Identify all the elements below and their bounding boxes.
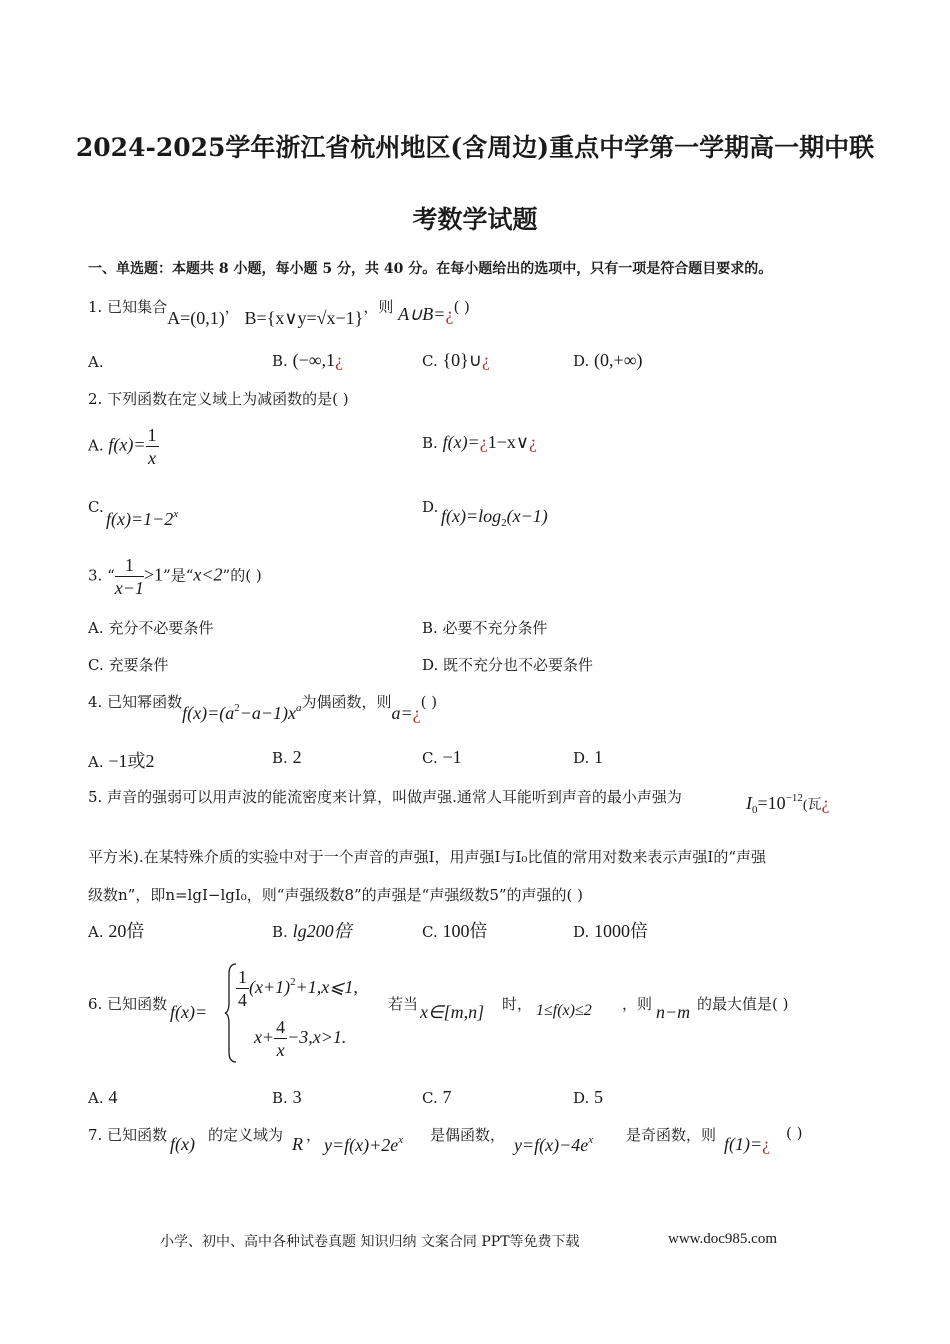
q6-option-a [88,1087,117,1108]
q2-option-b-mid: 1−x∨ [487,432,530,452]
q7-odd-expr [514,1134,593,1156]
q6-option-c [422,1087,452,1108]
question-1 [88,296,470,328]
q1-set-b: B={x∨y=√x−1} [244,308,364,328]
q5-i: I [746,793,752,813]
q2-option-b-inv2: ¿ [529,432,538,452]
page-title-line2: 考数学试题 [412,205,538,234]
q1-then: ，则 [363,298,394,316]
q2-option-b-inv1: ¿ [479,432,488,452]
question-5-line2: 平方米).在某特殊介质的实验中对于一个声音的声强I，用声强I与I₀比值的常用对数来表示声强I的“声强 [88,848,767,866]
q5-i-sub: 0 [752,804,758,816]
q2-option-a-lhs: f(x)= [108,434,146,455]
q3-post: ”的( ) [222,566,262,585]
q3-pre: 3. “ [88,566,115,585]
q6-range: 1≤f(x)≤2 [536,1002,592,1019]
q5-option-b-label: B. [272,923,288,941]
q2-option-b-lhs: f(x)= [442,432,480,452]
q7-e1-sup: x [398,1134,404,1146]
q5-option-d-value: 1000倍 [594,921,649,941]
q6-nm: n−m [656,1002,691,1022]
q1-option-a: A. [88,353,104,371]
question-4 [88,690,438,723]
footer-text: 小学、初中、高中各种试卷真题 知识归纳 文案合同 PPT等免费下载 [160,1234,580,1250]
q7-f1-expr: f(1)= [724,1134,763,1154]
q2-option-a-fraction [146,424,159,469]
q6-case1-fraction [236,966,249,1011]
q5-option-c-label: C. [422,923,438,941]
q1-option-b [272,350,343,371]
q1-option-d-value: (0,+∞) [594,350,643,370]
q4-option-a-value: −1或2 [108,751,155,771]
q4-sup2: a [296,702,302,714]
q1-paren: ( ) [453,298,470,316]
q6-case1 [236,966,358,1011]
q4-stem: 4. 已知幂函数 [88,693,183,711]
q7-stem: 7. 已知函数 [88,1126,168,1144]
q6-ifwhen: 若当 [388,995,419,1013]
q1-inv: ¿ [445,304,454,324]
q5-option-c [422,917,488,943]
q1-option-b-label: B. [272,352,288,370]
q6-shi: 时， [502,995,533,1013]
q3-option-a: A. 充分不必要条件 [88,619,214,637]
q5-option-c-value: 100倍 [442,921,488,941]
q7-even: 是偶函数， [430,1126,506,1144]
q7-fx: f(x) [170,1134,195,1154]
q6-case1-sup: 2 [290,976,296,988]
q3-gt: >1 [143,564,164,585]
q1-option-d [573,350,643,371]
q2-option-d-sub: 2 [501,517,507,529]
q4-paren: ( ) [420,693,438,711]
fraction-denominator: x−1 [114,578,144,598]
q1-stem: 1. 已知集合 [88,298,168,316]
q6-option-a-value: 4 [108,1087,118,1107]
q4-option-c [422,747,462,768]
q6-option-c-value: 7 [442,1087,452,1107]
q5-option-a [88,917,144,943]
q2-option-d [441,506,548,529]
q7-paren: ( ) [786,1124,803,1142]
q1-comma: ， [224,298,240,316]
q1-set-a: A=(0,1) [167,308,225,328]
q3-option-c: C. 充要条件 [88,656,169,674]
fraction-numerator: 4 [276,1017,286,1037]
q4-option-c-value: −1 [442,747,462,767]
fraction-numerator: 1 [147,425,157,445]
q2-option-c-sup: x [173,508,179,520]
q2-option-c [106,508,178,530]
q4-option-d-value: 1 [594,747,604,767]
q2-option-d-label: D. [422,498,439,516]
q6-func: f(x)= [170,1002,208,1022]
q4-option-b [272,747,302,768]
q7-f1 [724,1134,770,1155]
q1-expr: A∪B= [398,304,446,324]
q3-cond: x<2 [193,564,223,585]
q6-case1-expr: (x+1) [249,977,291,997]
q1-option-c [422,350,490,371]
q6-interval: x∈[m,n] [420,1002,485,1022]
q5-option-a-label: A. [88,923,104,941]
q6-tail: 的最大值是( ) [697,995,789,1013]
fraction-denominator: x [276,1040,285,1060]
q6-option-c-label: C. [422,1089,438,1107]
q2-option-d-tail: (x−1) [506,506,548,526]
q7-e1: y=f(x)+2e [324,1135,399,1155]
q4-option-a [88,747,155,773]
q7-dom: 的定义域为 [208,1126,284,1144]
q3-option-b: B. 必要不充分条件 [422,619,548,637]
q4-func-tail: −a−1)x [239,703,296,723]
q7-even-expr [324,1134,403,1156]
q4-inv: ¿ [412,703,421,723]
q4-func: f(x)=(a [182,703,235,723]
q4-sup1: 2 [234,702,240,714]
q1-option-d-label: D. [573,352,590,370]
q6-option-a-label: A. [88,1089,104,1107]
q2-option-c-label: C. [88,498,104,516]
q2-option-b [422,432,537,453]
fraction-denominator: x [148,448,157,468]
fraction-denominator: 4 [238,990,247,1010]
q7-inv: ¿ [762,1134,771,1154]
q6-stem: 6. 已知函数 [88,995,168,1013]
q7-odd: 是奇函数，则 [626,1126,717,1144]
q6-option-b-value: 3 [292,1087,302,1107]
q4-option-d-label: D. [573,749,590,767]
q6-option-b [272,1087,302,1108]
q1-option-c-label: C. [422,352,438,370]
q6-case2-tail: −3,x>1. [287,1027,347,1047]
q3-option-d: D. 既不充分也不必要条件 [422,656,594,674]
q7-e2-sup: x [588,1134,594,1146]
section-header: 一、单选题：本题共 8 小题，每小题 5 分，共 40 分。在每小题给出的选项中，只有一项是符合题目要求的。 [88,261,773,277]
q6-case2 [254,1016,346,1061]
q7-r: R [292,1134,303,1154]
q2-option-c-expr: f(x)=1−2 [106,509,174,529]
q4-option-a-label: A. [88,753,104,771]
q5-eq-sup: −12 [785,792,803,804]
q1-option-c-inv: ¿ [481,350,490,370]
fraction-numerator: 1 [115,554,144,577]
q5-i0 [746,792,830,816]
question-5-line1: 5. 声音的强弱可以用声波的能流密度来计算，叫做声强.通常人耳能听到声音的最小声强为 [88,788,682,806]
page-title-line1: 2024-2025学年浙江省杭州地区(含周边)重点中学第一学期高一期中联 [75,133,875,162]
q2-option-a [88,424,159,469]
q4-option-b-label: B. [272,749,288,767]
q6-case1-tail: +1,x⩽1, [295,977,358,997]
q4-option-d [573,747,603,768]
q5-option-a-value: 20倍 [108,921,145,941]
q6-ze: ，则 [622,995,653,1013]
question-5-line3: 级数n”，即n=lgI−lgI₀，则“声强级数8”的声强是“声强级数5”的声强的( ) [88,886,584,904]
fraction-numerator: 1 [238,967,247,987]
q3-mid: ”是“ [163,566,194,585]
q5-option-b-value: lg200倍 [292,921,352,941]
q1-option-c-value: {0}∪ [442,350,482,370]
q7-comma: ， [306,1126,322,1144]
q6-option-d-label: D. [573,1089,590,1107]
footer-url[interactable]: www.doc985.com [668,1231,778,1247]
q5-option-d-label: D. [573,923,590,941]
question-3 [88,554,262,599]
q2-option-b-label: B. [422,434,438,452]
q6-option-d-value: 5 [594,1087,604,1107]
q4-option-b-value: 2 [292,747,302,767]
q1-option-b-inv: ¿ [335,350,344,370]
q2-option-a-label: A. [88,436,104,455]
q5-eq: =10 [757,793,786,813]
q4-a: a= [391,703,413,723]
q7-e2: y=f(x)−4e [514,1135,589,1155]
q5-unit: (瓦 [802,798,822,813]
q5-option-b [272,917,352,943]
question-2: 2. 下列函数在定义域上为减函数的是( ) [88,390,349,408]
q5-inv: ¿ [821,793,830,813]
q4-option-c-label: C. [422,749,438,767]
q6-option-d [573,1087,603,1108]
q5-option-d [573,917,648,943]
q6-option-b-label: B. [272,1089,288,1107]
q6-case2-pre: x+ [254,1027,275,1047]
q6-case2-fraction [274,1016,287,1061]
q3-fraction [115,554,144,599]
q1-option-b-value: (−∞,1 [292,350,336,370]
q2-option-d-expr: f(x)=log [441,506,502,526]
q4-mid: 为偶函数，则 [301,693,392,711]
